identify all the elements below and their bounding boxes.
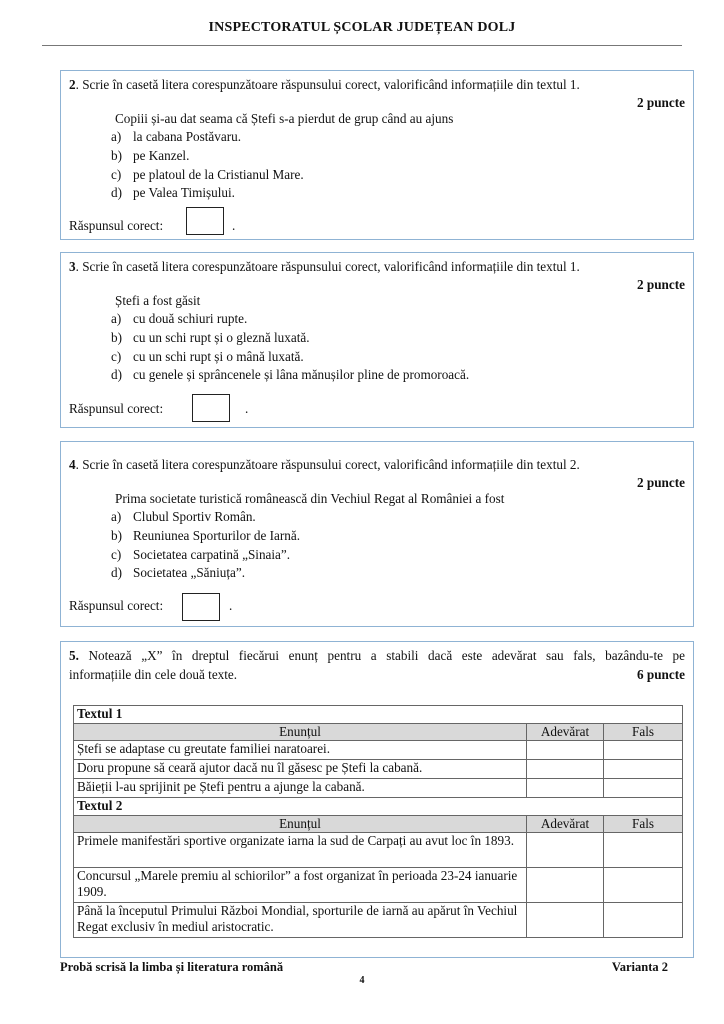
false-checkbox-cell[interactable] (604, 741, 683, 760)
column-header-statement: Enunțul (74, 816, 527, 833)
header-divider (42, 45, 682, 46)
question-3-stem: Ștefi a fost găsit (115, 293, 201, 308)
statement-cell: Până la începutul Primului Război Mondial, sporturile de iarnă au apărut în Vechiul Regat exclusiv în mediul aristocratic. (74, 903, 527, 938)
table-header-row (74, 724, 683, 741)
true-checkbox-cell[interactable] (527, 868, 604, 903)
section-title-textul-2: Textul 2 (74, 798, 683, 816)
false-checkbox-cell[interactable] (604, 903, 683, 938)
question-2-option-b: b) pe Kanzel. (111, 148, 190, 163)
question-4-option-d: d) Societatea „Săniuța”. (111, 565, 246, 580)
question-4-answer-box[interactable] (182, 593, 220, 621)
true-checkbox-cell[interactable] (527, 779, 604, 798)
false-checkbox-cell[interactable] (604, 833, 683, 868)
statement-cell: Băieții l-au sprijinit pe Ștefi pentru a ajunge la cabană. (74, 779, 527, 798)
question-4-stem: Prima societate turistică românească din Vechiul Regat al României a fost (115, 491, 505, 506)
column-header-false: Fals (604, 816, 683, 833)
question-4-box (60, 441, 694, 627)
question-2-option-d: d) pe Valea Timișului. (111, 185, 235, 200)
question-5-box (60, 641, 694, 958)
table-row (74, 760, 683, 779)
question-3-box (60, 252, 694, 428)
question-2-answer-box[interactable] (186, 207, 224, 235)
footer-variant: Varianta 2 (611, 960, 668, 974)
section-title-textul-1: Textul 1 (74, 706, 683, 724)
question-3-prompt: 3. Scrie în casetă litera corespunzătoare răspunsului corect, valorificând informațiile din textul 1. (69, 259, 580, 274)
question-5-prompt-line1: 5. Notează „X” în dreptul fiecărui enunț pentru a stabili dacă este adevărat sau fals, bazându-te pe (69, 648, 685, 663)
question-2-stem: Copiii și-au dat seama că Ștefi s-a pierdut de grup când au ajuns (115, 111, 454, 126)
question-2-answer-label: Răspunsul corect: (69, 218, 164, 233)
table-row (74, 741, 683, 760)
true-false-table (73, 705, 683, 938)
false-checkbox-cell[interactable] (604, 868, 683, 903)
question-4-prompt: 4. Scrie în casetă litera corespunzătoare răspunsului corect, valorificând informațiile din textul 2. (69, 457, 580, 472)
table-row (74, 903, 683, 938)
question-4-option-a: a) Clubul Sportiv Român. (111, 509, 256, 524)
question-2-prompt: 2. Scrie în casetă litera corespunzătoare răspunsului corect, valorificând informațiile din textul 1. (69, 77, 580, 92)
question-3-answer-box[interactable] (192, 394, 230, 422)
question-3-option-b: b) cu un schi rupt și o gleznă luxată. (111, 330, 310, 345)
column-header-statement: Enunțul (74, 724, 527, 741)
question-4-answer-period: . (229, 598, 233, 613)
true-checkbox-cell[interactable] (527, 903, 604, 938)
table-row (74, 779, 683, 798)
question-4-option-c: c) Societatea carpatină „Sinaia”. (111, 547, 291, 562)
column-header-true: Adevărat (527, 816, 604, 833)
question-2-option-a: a) la cabana Postăvaru. (111, 129, 242, 144)
question-3-answer-period: . (245, 401, 249, 416)
table-header-row (74, 816, 683, 833)
statement-cell: Concursul „Marele premiu al schiorilor” a fost organizat în perioada 23-24 ianuarie 1909. (74, 868, 527, 903)
question-4-option-b: b) Reuniunea Sporturilor de Iarnă. (111, 528, 300, 543)
table-row (74, 833, 683, 868)
table-row (74, 868, 683, 903)
statement-cell: Doru propune să ceară ajutor dacă nu îl găsesc pe Ștefi la cabană. (74, 760, 527, 779)
true-checkbox-cell[interactable] (527, 741, 604, 760)
question-2-option-c: c) pe platoul de la Cristianul Mare. (111, 167, 304, 182)
false-checkbox-cell[interactable] (604, 779, 683, 798)
column-header-false: Fals (604, 724, 683, 741)
page-header-title: INSPECTORATUL ȘCOLAR JUDEȚEAN DOLJ (208, 20, 516, 35)
question-4-points: 2 puncte (637, 475, 685, 490)
question-5-points: 6 puncte (637, 667, 685, 682)
column-header-true: Adevărat (527, 724, 604, 741)
question-3-points: 2 puncte (637, 277, 685, 292)
false-checkbox-cell[interactable] (604, 760, 683, 779)
question-2-points: 2 puncte (637, 95, 685, 110)
true-checkbox-cell[interactable] (527, 833, 604, 868)
question-2-answer-period: . (232, 218, 236, 233)
question-3-option-d: d) cu genele și sprâncenele și lâna mănușilor pline de promoroacă. (111, 367, 470, 382)
question-2-box (60, 70, 694, 240)
statement-cell: Primele manifestări sportive organizate iarna la sud de Carpați au avut loc în 1893. (74, 833, 527, 868)
question-3-option-c: c) cu un schi rupt și o mână luxată. (111, 349, 304, 364)
question-5-prompt-line2: informațiile din cele două texte. (69, 667, 238, 682)
question-3-option-a: a) cu două schiuri rupte. (111, 311, 248, 326)
page-number: 4 (359, 975, 365, 986)
question-4-answer-label: Răspunsul corect: (69, 598, 164, 613)
true-checkbox-cell[interactable] (527, 760, 604, 779)
statement-cell: Ștefi se adaptase cu greutate familiei naratoarei. (74, 741, 527, 760)
question-3-answer-label: Răspunsul corect: (69, 401, 164, 416)
footer-exam-title: Probă scrisă la limba și literatura română (60, 960, 284, 974)
